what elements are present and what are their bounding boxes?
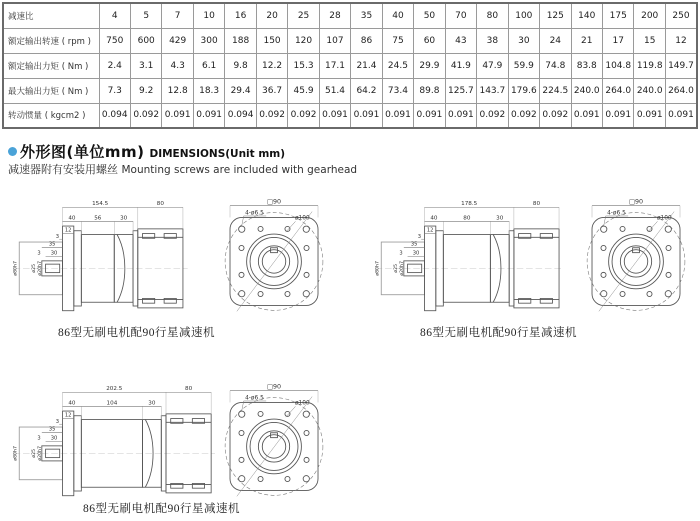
dim-label: 12: [64, 227, 72, 234]
table-cell: 9.8: [225, 53, 256, 78]
table-cell: 0.092: [130, 103, 161, 128]
table-cell: 175: [603, 3, 634, 28]
table-row-label: 额定输出转速 ( rpm ): [3, 28, 99, 53]
table-cell: 0.091: [319, 103, 350, 128]
dim-label: 56: [94, 215, 102, 222]
table-cell: 240.0: [634, 78, 665, 103]
spec-table-body: [3, 3, 697, 128]
table-cell: 51.4: [319, 78, 350, 103]
table-cell: 16: [225, 3, 256, 28]
table-cell: 0.092: [477, 103, 508, 128]
table-cell: 429: [162, 28, 193, 53]
table-cell: 107: [319, 28, 350, 53]
table-row: [3, 3, 697, 28]
dim-label: 30: [50, 435, 58, 442]
dim-label: ø20h7: [37, 445, 43, 461]
table-cell: 179.6: [508, 78, 539, 103]
table-cell: 24.5: [382, 53, 413, 78]
dim-label: 178.5: [461, 201, 478, 208]
table-cell: 10: [193, 3, 224, 28]
front-view-drawing-3: [212, 378, 337, 510]
table-cell: 21.4: [351, 53, 382, 78]
table-cell: 17.1: [319, 53, 350, 78]
table-row-label: 减速比: [3, 3, 99, 28]
dim-label: ø80h7: [13, 445, 19, 461]
table-cell: 125.7: [445, 78, 476, 103]
dim-label: ø100: [294, 215, 310, 222]
dim-label: ø100: [656, 215, 672, 222]
table-row: [3, 28, 697, 53]
table-cell: 0.092: [508, 103, 539, 128]
table-cell: 300: [193, 28, 224, 53]
spec-table: [2, 2, 698, 129]
dim-label: 4-ø6.5: [245, 210, 264, 217]
table-cell: 0.091: [571, 103, 602, 128]
dim-label: 12: [64, 412, 72, 419]
table-cell: 59.9: [508, 53, 539, 78]
table-cell: 73.4: [382, 78, 413, 103]
dim-label: 30: [120, 215, 128, 222]
drawing-caption-1: 86型无刷电机配90行星减速机: [58, 327, 215, 339]
table-cell: 74.8: [540, 53, 571, 78]
dim-label: ø20h7: [37, 260, 43, 276]
table-cell: 12.2: [256, 53, 287, 78]
table-cell: 224.5: [540, 78, 571, 103]
table-cell: 25: [288, 3, 319, 28]
table-cell: 250: [665, 3, 697, 28]
table-cell: 0.094: [99, 103, 130, 128]
table-cell: 30: [508, 28, 539, 53]
table-cell: 50: [414, 3, 445, 28]
dim-label: 4-ø6.5: [607, 210, 626, 217]
table-cell: 24: [540, 28, 571, 53]
dimensions-section-subtitle: [8, 161, 357, 177]
table-cell: 150: [256, 28, 287, 53]
dim-label: 3: [37, 435, 41, 442]
side-view-drawing-3: [6, 380, 215, 507]
bullet-icon: [8, 147, 17, 156]
table-cell: 0.091: [634, 103, 665, 128]
table-cell: 40: [382, 3, 413, 28]
table-cell: 64.2: [351, 78, 382, 103]
table-cell: 120: [288, 28, 319, 53]
table-cell: 83.8: [571, 53, 602, 78]
table-cell: 240.0: [571, 78, 602, 103]
dim-label: 80: [184, 386, 193, 393]
dim-label: □90: [266, 198, 282, 206]
table-cell: 18.3: [193, 78, 224, 103]
dim-label: 40: [430, 215, 438, 222]
table-cell: 143.7: [477, 78, 508, 103]
table-cell: 0.092: [540, 103, 571, 128]
dim-label: 80: [463, 215, 471, 222]
table-cell: 0.091: [382, 103, 413, 128]
table-cell: 21: [571, 28, 602, 53]
table-cell: 20: [256, 3, 287, 28]
table-cell: 12.8: [162, 78, 193, 103]
table-cell: 15: [634, 28, 665, 53]
table-row: [3, 78, 697, 103]
table-cell: 6.1: [193, 53, 224, 78]
table-cell: 0.091: [351, 103, 382, 128]
section-subtitle-cn: 减速器附有安装用螺丝: [8, 163, 118, 176]
dim-label: ø100: [294, 400, 310, 407]
dimensions-section-header: [8, 141, 285, 162]
dim-label: 3: [399, 250, 403, 257]
table-cell: 70: [445, 3, 476, 28]
dim-label: 35: [48, 426, 56, 433]
side-view-drawing-2: [368, 195, 577, 322]
table-cell: 15.3: [288, 53, 319, 78]
table-cell: 2.4: [99, 53, 130, 78]
dim-label: ø25: [31, 263, 37, 273]
table-cell: 264.0: [603, 78, 634, 103]
table-cell: 188: [225, 28, 256, 53]
table-cell: 4: [99, 3, 130, 28]
table-row-label: 转动惯量 ( kgcm2 ): [3, 103, 99, 128]
table-cell: 119.8: [634, 53, 665, 78]
table-cell: 7: [162, 3, 193, 28]
dim-label: 3: [55, 418, 59, 425]
dim-label: ø25: [393, 263, 399, 273]
table-cell: 600: [130, 28, 161, 53]
drawing-caption-3: 86型无刷电机配90行星减速机: [83, 503, 240, 515]
dim-label: 35: [410, 241, 418, 248]
dim-label: 30: [496, 215, 504, 222]
drawing-caption-2: 86型无刷电机配90行星减速机: [420, 327, 577, 339]
table-cell: 5: [130, 3, 161, 28]
table-cell: 75: [382, 28, 413, 53]
table-cell: 125: [540, 3, 571, 28]
table-cell: 750: [99, 28, 130, 53]
front-view-drawing-1: [212, 193, 337, 325]
dim-label: □90: [628, 198, 644, 206]
table-cell: 29.4: [225, 78, 256, 103]
dim-label: 35: [48, 241, 56, 248]
dim-label: 30: [50, 250, 58, 257]
table-cell: 86: [351, 28, 382, 53]
table-cell: 80: [477, 3, 508, 28]
table-cell: 264.0: [665, 78, 697, 103]
table-cell: 0.091: [603, 103, 634, 128]
table-cell: 43: [445, 28, 476, 53]
dim-label: 3: [37, 250, 41, 257]
dim-label: 3: [417, 233, 421, 240]
table-row-label: 最大输出力矩 ( Nm ): [3, 78, 99, 103]
dim-label: 80: [156, 201, 164, 208]
table-cell: 149.7: [665, 53, 697, 78]
table-row: [3, 53, 697, 78]
table-cell: 0.091: [162, 103, 193, 128]
table-row-label: 额定输出力矩 ( Nm ): [3, 53, 99, 78]
table-row: [3, 103, 697, 128]
section-title-cn: 外形图(单位mm): [20, 143, 145, 161]
front-view-drawing-2: [574, 193, 699, 325]
dim-label: 3: [55, 233, 59, 240]
table-cell: 0.092: [288, 103, 319, 128]
table-cell: 35: [351, 3, 382, 28]
table-cell: 60: [414, 28, 445, 53]
table-cell: 200: [634, 3, 665, 28]
table-cell: 28: [319, 3, 350, 28]
dim-label: ø20h7: [399, 260, 405, 276]
dim-label: □90: [266, 383, 282, 391]
table-cell: 0.091: [414, 103, 445, 128]
section-title-en: DIMENSIONS(Unit mm): [149, 148, 286, 160]
table-cell: 38: [477, 28, 508, 53]
dim-label: 154.5: [92, 201, 109, 208]
table-cell: 45.9: [288, 78, 319, 103]
table-cell: 0.094: [225, 103, 256, 128]
table-cell: 9.2: [130, 78, 161, 103]
dim-label: ø25: [31, 448, 37, 458]
table-cell: 41.9: [445, 53, 476, 78]
table-cell: 36.7: [256, 78, 287, 103]
dim-label: ø80h7: [13, 260, 19, 276]
dim-label: ø80h7: [375, 260, 381, 276]
table-cell: 0.091: [665, 103, 697, 128]
table-cell: 17: [603, 28, 634, 53]
dim-label: 202.5: [106, 386, 123, 393]
table-cell: 100: [508, 3, 539, 28]
dim-label: 12: [426, 227, 434, 234]
table-cell: 104.8: [603, 53, 634, 78]
table-cell: 3.1: [130, 53, 161, 78]
table-cell: 140: [571, 3, 602, 28]
dim-label: 4-ø6.5: [245, 395, 264, 402]
dim-label: 104: [106, 400, 118, 407]
dim-label: 80: [532, 201, 541, 208]
table-cell: 0.091: [193, 103, 224, 128]
dim-label: 30: [148, 400, 156, 407]
table-cell: 0.091: [445, 103, 476, 128]
table-cell: 12: [665, 28, 697, 53]
table-cell: 89.8: [414, 78, 445, 103]
dim-label: 30: [412, 250, 420, 257]
dim-label: 40: [68, 215, 76, 222]
table-cell: 29.9: [414, 53, 445, 78]
table-cell: 0.092: [256, 103, 287, 128]
section-subtitle-en: Mounting screws are included with gearhead: [121, 164, 358, 176]
table-cell: 47.9: [477, 53, 508, 78]
table-cell: 4.3: [162, 53, 193, 78]
dim-label: 40: [68, 400, 76, 407]
side-view-drawing-1: [6, 195, 215, 322]
table-cell: 7.3: [99, 78, 130, 103]
